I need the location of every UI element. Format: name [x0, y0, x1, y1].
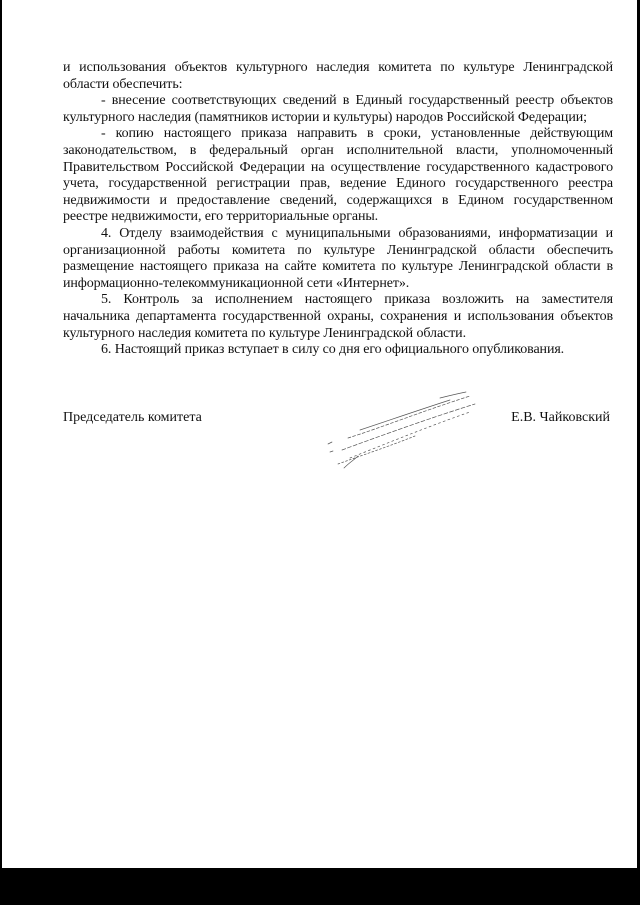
- paragraph-intro: и использования объектов культурного наследия комитета по культуре Ленинградской области обеспечить:: [63, 60, 613, 92]
- paragraph-6: 6. Настоящий приказ вступает в силу со дня его официального опубликования.: [101, 342, 565, 358]
- paragraph-item-copy: - копию настоящего приказа направить в сроки, установленные действующим законодательством, в федеральный орган исполнительной власти, уполномоченный Правительством Российской Федерации на осуществление государственного кадастрового учета, государственной регистрации прав, ведение Единого государственного реестра недвижимости и предоставление сведений, содержащихся в Едином государственном реестре недвижимости, его территориальные органы.: [63, 126, 613, 225]
- handwritten-signature: [320, 390, 480, 480]
- paragraph-5: 5. Контроль за исполнением настоящего приказа возложить на заместителя начальника департамента государственной охраны, сохранения и использования объектов культурного наследия комитета по культуре Ленинградской области.: [63, 292, 613, 341]
- paragraph-item-registry: - внесение соответствующих сведений в Единый государственный реестр объектов культурного наследия (памятников истории и культуры) народов Российской Федерации;: [63, 93, 613, 125]
- signatory-title: Председатель комитета: [63, 410, 202, 425]
- document-body: [63, 60, 613, 359]
- signatory-name: Е.В. Чайковский: [511, 410, 610, 425]
- scan-left-edge: [0, 0, 2, 868]
- paragraph-4: 4. Отделу взаимодействия с муниципальными образованиями, информатизации и организационной работы комитета по культуре Ленинградской области обеспечить размещение настоящего приказа на сайте комитета по культуре Ленинградской области в информационно-телекоммуникационной сети «Интернет».: [63, 225, 613, 291]
- scan-bottom-border: [0, 868, 640, 905]
